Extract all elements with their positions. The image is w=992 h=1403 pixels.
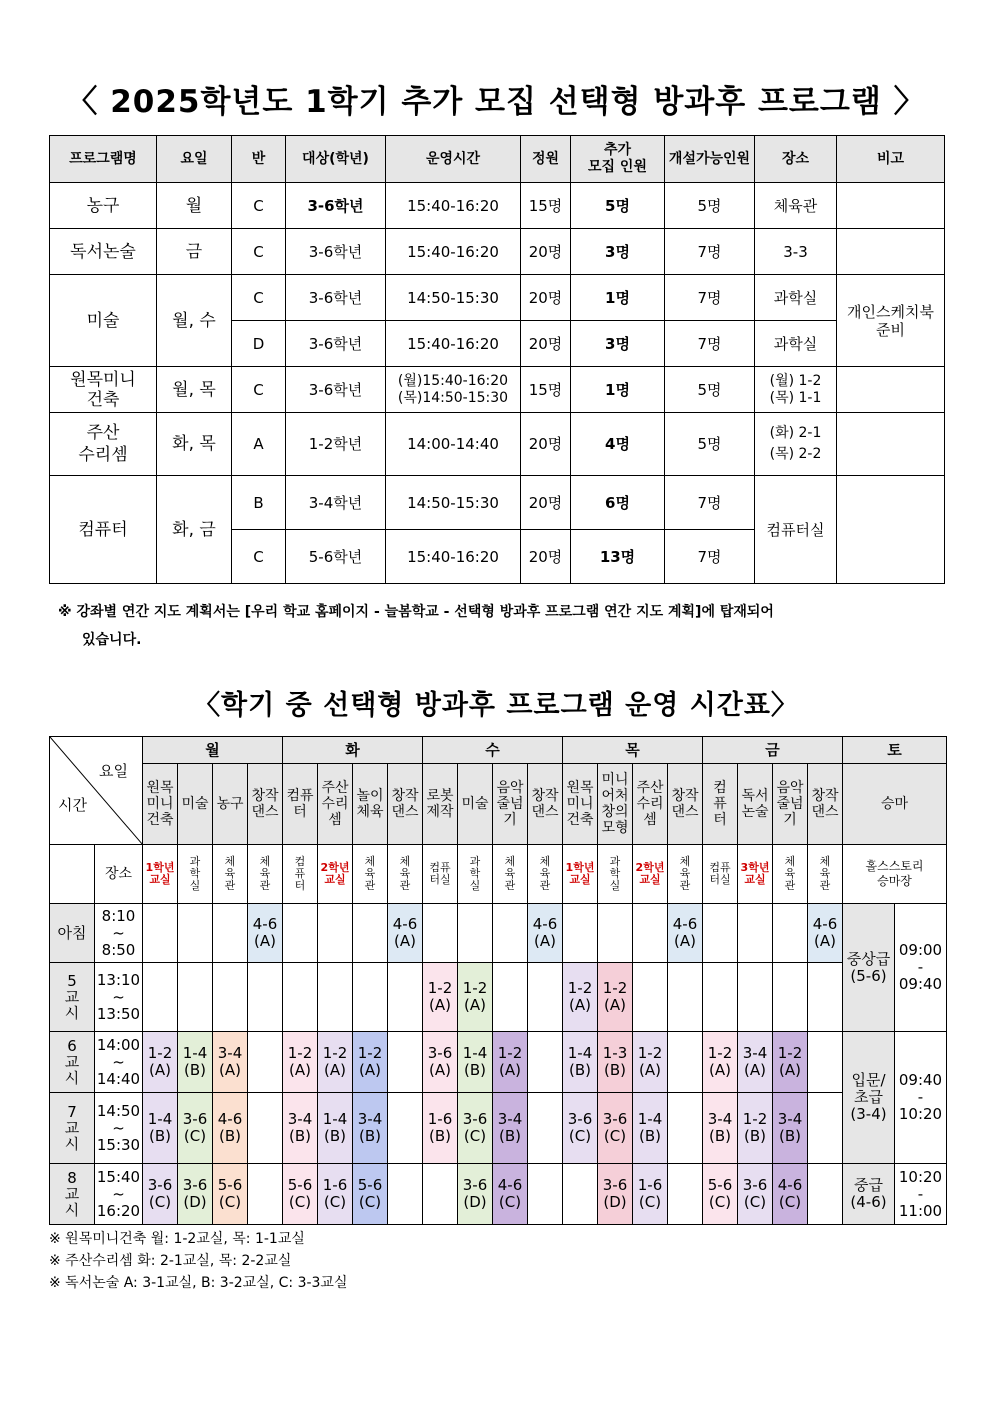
sat-time: 09:00 - 09:40 bbox=[895, 904, 947, 1032]
program-place: 과학실 bbox=[755, 321, 837, 367]
program-capacity: 20명 bbox=[521, 275, 571, 321]
program-place: 체 육 관 bbox=[773, 845, 808, 904]
program-header: 독서 논술 bbox=[738, 764, 773, 845]
schedule-cell: 4-6 (A) bbox=[528, 904, 563, 963]
schedule-cell: 4-6 (C) bbox=[493, 1164, 528, 1225]
schedule-cell: 1-2 (A) bbox=[598, 963, 633, 1032]
schedule-cell: 1-4 (B) bbox=[318, 1093, 353, 1164]
schedule-cell bbox=[423, 1164, 458, 1225]
program-day: 월, 수 bbox=[157, 275, 232, 367]
program-note: 개인스케치북 준비 bbox=[837, 275, 945, 367]
program-header: 미술 bbox=[178, 764, 213, 845]
program-additional: 1명 bbox=[571, 275, 665, 321]
header-time: 운영시간 bbox=[386, 136, 521, 183]
schedule-table bbox=[49, 736, 947, 1225]
day-thu: 목 bbox=[563, 737, 703, 764]
note-line: ※ 독서논술 A: 3-1교실, B: 3-2교실, C: 3-3교실 bbox=[49, 1275, 348, 1291]
schedule-cell bbox=[773, 904, 808, 963]
header-note: 비고 bbox=[837, 136, 945, 183]
program-name: 독서논술 bbox=[50, 229, 157, 275]
sat-level: 중상급 (5-6) bbox=[843, 904, 895, 1032]
schedule-cell bbox=[213, 904, 248, 963]
schedule-cell bbox=[213, 963, 248, 1032]
program-place: 과 학 실 bbox=[178, 845, 213, 904]
header-place: 장소 bbox=[755, 136, 837, 183]
schedule-cell: 1-2 (A) bbox=[493, 1032, 528, 1093]
program-header: 농구 bbox=[213, 764, 248, 845]
schedule-cell: 4-6 (A) bbox=[668, 904, 703, 963]
program-place: 체 육 관 bbox=[808, 845, 843, 904]
program-target: 3-6학년 bbox=[286, 183, 386, 229]
schedule-cell: 3-6 (C) bbox=[598, 1093, 633, 1164]
corner-time-label: 시간 bbox=[58, 796, 87, 814]
schedule-cell bbox=[353, 963, 388, 1032]
program-header: 원목 미니 건축 bbox=[143, 764, 178, 845]
schedule-cell: 1-4 (B) bbox=[563, 1032, 598, 1093]
schedule-cell: 3-4 (B) bbox=[283, 1093, 318, 1164]
slot-label: 6 교 시 bbox=[50, 1032, 95, 1093]
schedule-cell bbox=[808, 1164, 843, 1225]
program-class: C bbox=[232, 275, 286, 321]
corner-cell bbox=[50, 737, 143, 845]
schedule-cell bbox=[493, 963, 528, 1032]
place-label: 장소 bbox=[95, 845, 143, 904]
schedule-cell: 4-6 (C) bbox=[773, 1164, 808, 1225]
schedule-row bbox=[50, 963, 947, 1032]
program-place: 체 육 관 bbox=[213, 845, 248, 904]
program-header: 창작 댄스 bbox=[248, 764, 283, 845]
program-header: 컴퓨 터 bbox=[283, 764, 318, 845]
schedule-cell: 3-6 (D) bbox=[458, 1164, 493, 1225]
program-name: 미술 bbox=[50, 275, 157, 367]
schedule-cell: 5-6 (C) bbox=[213, 1164, 248, 1225]
program-header: 미술 bbox=[458, 764, 493, 845]
schedule-cell: 5-6 (C) bbox=[353, 1164, 388, 1225]
schedule-cell: 1-2 (A) bbox=[353, 1032, 388, 1093]
note-annual-plan bbox=[58, 598, 948, 654]
program-header: 놀이 체육 bbox=[353, 764, 388, 845]
slot-time: 14:00 ~ 14:40 bbox=[95, 1032, 143, 1093]
program-additional: 5명 bbox=[571, 183, 665, 229]
program-time: 14:50-15:30 bbox=[386, 275, 521, 321]
program-capacity: 20명 bbox=[521, 321, 571, 367]
program-place: 2학년 교실 bbox=[633, 845, 668, 904]
program-class: C bbox=[232, 183, 286, 229]
program-class: B bbox=[232, 476, 286, 530]
schedule-cell bbox=[248, 1093, 283, 1164]
schedule-cell bbox=[668, 1164, 703, 1225]
program-class: A bbox=[232, 413, 286, 476]
schedule-title: 〈학기 중 선택형 방과후 프로그램 운영 시간표〉 bbox=[193, 690, 799, 721]
schedule-cell: 1-2 (A) bbox=[423, 963, 458, 1032]
slot-label: 5 교 시 bbox=[50, 963, 95, 1032]
schedule-cell: 1-2 (A) bbox=[633, 1032, 668, 1093]
schedule-cell: 3-6 (C) bbox=[458, 1093, 493, 1164]
schedule-cell bbox=[633, 904, 668, 963]
program-target: 3-6학년 bbox=[286, 321, 386, 367]
schedule-cell: 3-6 (D) bbox=[178, 1164, 213, 1225]
slot-time: 14:50 ~ 15:30 bbox=[95, 1093, 143, 1164]
slot-time: 13:10 ~ 13:50 bbox=[95, 963, 143, 1032]
program-target: 1-2학년 bbox=[286, 413, 386, 476]
program-header: 로봇 제작 bbox=[423, 764, 458, 845]
schedule-cell: 1-2 (A) bbox=[773, 1032, 808, 1093]
header-class: 반 bbox=[232, 136, 286, 183]
schedule-cell: 3-4 (B) bbox=[493, 1093, 528, 1164]
program-time: 15:40-16:20 bbox=[386, 183, 521, 229]
schedule-cell: 1-6 (C) bbox=[318, 1164, 353, 1225]
schedule-cell bbox=[703, 963, 738, 1032]
schedule-cell bbox=[668, 1093, 703, 1164]
schedule-cell: 3-6 (C) bbox=[563, 1093, 598, 1164]
program-additional: 3명 bbox=[571, 321, 665, 367]
program-additional: 6명 bbox=[571, 476, 665, 530]
slot-time: 8:10 ~ 8:50 bbox=[95, 904, 143, 963]
day-fri: 금 bbox=[703, 737, 843, 764]
schedule-cell: 3-6 (C) bbox=[143, 1164, 178, 1225]
program-minimum: 7명 bbox=[665, 476, 755, 530]
program-minimum: 7명 bbox=[665, 321, 755, 367]
recruitment-table bbox=[49, 135, 945, 584]
program-additional: 3명 bbox=[571, 229, 665, 275]
schedule-cell: 3-4 (B) bbox=[703, 1093, 738, 1164]
table-row bbox=[50, 183, 945, 229]
program-place: 과 학 실 bbox=[598, 845, 633, 904]
program-place: 3-3 bbox=[755, 229, 837, 275]
program-name: 원목미니 건축 bbox=[50, 367, 157, 413]
program-capacity: 15명 bbox=[521, 367, 571, 413]
program-note bbox=[837, 183, 945, 229]
schedule-cell bbox=[178, 904, 213, 963]
program-minimum: 7명 bbox=[665, 530, 755, 584]
sat-time: 09:40 - 10:20 bbox=[895, 1032, 947, 1164]
program-row bbox=[50, 764, 947, 845]
schedule-cell bbox=[178, 963, 213, 1032]
sat-level: 중급 (4-6) bbox=[843, 1164, 895, 1225]
schedule-cell: 3-4 (B) bbox=[353, 1093, 388, 1164]
program-note bbox=[837, 367, 945, 413]
program-day: 금 bbox=[157, 229, 232, 275]
schedule-cell: 1-2 (A) bbox=[318, 1032, 353, 1093]
table-row bbox=[50, 229, 945, 275]
schedule-cell bbox=[598, 904, 633, 963]
program-place: 체 육 관 bbox=[388, 845, 423, 904]
schedule-notes bbox=[49, 1228, 347, 1294]
schedule-cell bbox=[808, 963, 843, 1032]
program-header: 음악 줄넘 기 bbox=[773, 764, 808, 845]
program-header: 창작 댄스 bbox=[528, 764, 563, 845]
program-minimum: 5명 bbox=[665, 413, 755, 476]
sat-time: 10:20 - 11:00 bbox=[895, 1164, 947, 1225]
page-title: 〈 2025학년도 1학기 추가 모집 선택형 방과후 프로그램 〉 bbox=[66, 84, 926, 120]
program-place: 3학년 교실 bbox=[738, 845, 773, 904]
schedule-cell: 1-2 (A) bbox=[458, 963, 493, 1032]
program-time: (월)15:40-16:20 (목)14:50-15:30 bbox=[386, 367, 521, 413]
sat-program: 승마 bbox=[843, 764, 947, 845]
slot-label: 아침 bbox=[50, 904, 95, 963]
slot-label: 7 교 시 bbox=[50, 1093, 95, 1164]
sat-place: 홀스스토리 승마장 bbox=[843, 845, 947, 904]
program-day: 월, 목 bbox=[157, 367, 232, 413]
program-time: 14:00-14:40 bbox=[386, 413, 521, 476]
schedule-cell: 1-4 (B) bbox=[458, 1032, 493, 1093]
program-day: 화, 목 bbox=[157, 413, 232, 476]
program-name: 컴퓨터 bbox=[50, 476, 157, 584]
program-header: 창작 댄스 bbox=[388, 764, 423, 845]
program-place: 컴퓨 터실 bbox=[423, 845, 458, 904]
program-class: C bbox=[232, 229, 286, 275]
schedule-cell bbox=[248, 1164, 283, 1225]
schedule-cell bbox=[563, 1164, 598, 1225]
day-mon: 월 bbox=[143, 737, 283, 764]
note-line: ※ 원목미니건축 월: 1-2교실, 목: 1-1교실 bbox=[49, 1231, 305, 1247]
schedule-cell bbox=[388, 1093, 423, 1164]
schedule-cell bbox=[318, 904, 353, 963]
program-minimum: 7명 bbox=[665, 275, 755, 321]
table-row bbox=[50, 275, 945, 321]
program-place: (화) 2-1 (목) 2-2 bbox=[755, 413, 837, 476]
program-header: 창작 댄스 bbox=[668, 764, 703, 845]
schedule-cell: 3-4 (A) bbox=[738, 1032, 773, 1093]
program-place: 1학년 교실 bbox=[143, 845, 178, 904]
program-capacity: 20명 bbox=[521, 229, 571, 275]
program-place: 체 육 관 bbox=[668, 845, 703, 904]
program-class: D bbox=[232, 321, 286, 367]
schedule-cell: 3-4 (B) bbox=[773, 1093, 808, 1164]
schedule-cell bbox=[283, 904, 318, 963]
schedule-cell: 4-6 (A) bbox=[808, 904, 843, 963]
program-minimum: 5명 bbox=[665, 367, 755, 413]
program-place: 과 학 실 bbox=[458, 845, 493, 904]
header-day: 요일 bbox=[157, 136, 232, 183]
program-header: 주산 수리 셈 bbox=[633, 764, 668, 845]
schedule-cell: 1-2 (A) bbox=[563, 963, 598, 1032]
program-place: 과학실 bbox=[755, 275, 837, 321]
schedule-row bbox=[50, 904, 947, 963]
program-header: 미니 어처 창의 모형 bbox=[598, 764, 633, 845]
table1-header-row bbox=[50, 136, 945, 183]
program-place: 컴퓨터실 bbox=[755, 476, 837, 584]
program-note bbox=[837, 229, 945, 275]
day-row bbox=[50, 737, 947, 764]
schedule-cell bbox=[808, 1032, 843, 1093]
program-time: 15:40-16:20 bbox=[386, 530, 521, 584]
table-row bbox=[50, 476, 945, 530]
schedule-cell bbox=[353, 904, 388, 963]
program-place: 체육관 bbox=[755, 183, 837, 229]
day-sat: 토 bbox=[843, 737, 947, 764]
schedule-cell bbox=[738, 963, 773, 1032]
schedule-cell: 4-6 (A) bbox=[388, 904, 423, 963]
program-time: 15:40-16:20 bbox=[386, 321, 521, 367]
place-row bbox=[50, 845, 947, 904]
schedule-cell bbox=[283, 963, 318, 1032]
program-time: 15:40-16:20 bbox=[386, 229, 521, 275]
slot-time: 15:40 ~ 16:20 bbox=[95, 1164, 143, 1225]
program-place: 컴 퓨 터 bbox=[283, 845, 318, 904]
program-header: 주산 수리 셈 bbox=[318, 764, 353, 845]
program-place: 체 육 관 bbox=[528, 845, 563, 904]
schedule-cell bbox=[738, 904, 773, 963]
header-additional: 추가 모집 인원 bbox=[571, 136, 665, 183]
program-note bbox=[837, 413, 945, 476]
program-capacity: 20명 bbox=[521, 476, 571, 530]
schedule-cell: 5-6 (C) bbox=[703, 1164, 738, 1225]
corner-diagonal bbox=[50, 737, 143, 845]
note-line: ※ 강좌별 연간 지도 계획서는 [우리 학교 홈페이지 - 늘봄학교 - 선택형 방과후 프로그램 연간 지도 계획]에 탑재되어 bbox=[58, 604, 774, 620]
program-place: 체 육 관 bbox=[493, 845, 528, 904]
table-row bbox=[50, 413, 945, 476]
schedule-cell: 3-6 (C) bbox=[738, 1164, 773, 1225]
schedule-cell: 3-6 (C) bbox=[178, 1093, 213, 1164]
schedule-cell: 1-2 (B) bbox=[738, 1093, 773, 1164]
day-wed: 수 bbox=[423, 737, 563, 764]
program-time: 14:50-15:30 bbox=[386, 476, 521, 530]
schedule-cell bbox=[668, 1032, 703, 1093]
schedule-cell: 1-4 (B) bbox=[633, 1093, 668, 1164]
place-blank bbox=[50, 845, 95, 904]
program-target: 3-6학년 bbox=[286, 367, 386, 413]
program-place: (월) 1-2 (목) 1-1 bbox=[755, 367, 837, 413]
schedule-cell: 4-6 (B) bbox=[213, 1093, 248, 1164]
program-place: 컴퓨 터실 bbox=[703, 845, 738, 904]
program-target: 3-6학년 bbox=[286, 275, 386, 321]
schedule-cell bbox=[528, 1093, 563, 1164]
schedule-cell bbox=[528, 1164, 563, 1225]
note-line bbox=[58, 626, 948, 654]
schedule-cell bbox=[248, 1032, 283, 1093]
schedule-cell: 1-4 (B) bbox=[143, 1093, 178, 1164]
schedule-cell: 5-6 (C) bbox=[283, 1164, 318, 1225]
program-target: 5-6학년 bbox=[286, 530, 386, 584]
schedule-cell bbox=[423, 904, 458, 963]
schedule-cell bbox=[143, 904, 178, 963]
corner-day-label: 요일 bbox=[99, 762, 128, 780]
program-target: 3-6학년 bbox=[286, 229, 386, 275]
schedule-cell bbox=[143, 963, 178, 1032]
schedule-cell: 1-6 (B) bbox=[423, 1093, 458, 1164]
schedule-cell bbox=[388, 1164, 423, 1225]
schedule-cell: 1-2 (A) bbox=[143, 1032, 178, 1093]
program-minimum: 5명 bbox=[665, 183, 755, 229]
program-place: 1학년 교실 bbox=[563, 845, 598, 904]
program-additional: 13명 bbox=[571, 530, 665, 584]
schedule-cell bbox=[528, 1032, 563, 1093]
program-capacity: 15명 bbox=[521, 183, 571, 229]
program-additional: 1명 bbox=[571, 367, 665, 413]
program-header: 컴 퓨 터 bbox=[703, 764, 738, 845]
program-class: C bbox=[232, 367, 286, 413]
program-capacity: 20명 bbox=[521, 530, 571, 584]
program-day: 월 bbox=[157, 183, 232, 229]
schedule-cell bbox=[493, 904, 528, 963]
header-target: 대상(학년) bbox=[286, 136, 386, 183]
schedule-cell bbox=[563, 904, 598, 963]
schedule-cell bbox=[528, 963, 563, 1032]
schedule-cell bbox=[808, 1093, 843, 1164]
schedule-cell bbox=[633, 963, 668, 1032]
table-row bbox=[50, 367, 945, 413]
schedule-row bbox=[50, 1032, 947, 1093]
schedule-cell bbox=[318, 963, 353, 1032]
schedule-cell bbox=[458, 904, 493, 963]
schedule-cell: 3-4 (A) bbox=[213, 1032, 248, 1093]
schedule-cell: 3-6 (D) bbox=[598, 1164, 633, 1225]
program-minimum: 7명 bbox=[665, 229, 755, 275]
program-additional: 4명 bbox=[571, 413, 665, 476]
day-tue: 화 bbox=[283, 737, 423, 764]
program-name: 농구 bbox=[50, 183, 157, 229]
schedule-cell bbox=[388, 963, 423, 1032]
schedule-cell bbox=[668, 963, 703, 1032]
header-capacity: 정원 bbox=[521, 136, 571, 183]
schedule-row bbox=[50, 1164, 947, 1225]
program-place: 체 육 관 bbox=[353, 845, 388, 904]
program-target: 3-4학년 bbox=[286, 476, 386, 530]
slot-label: 8 교 시 bbox=[50, 1164, 95, 1225]
schedule-row bbox=[50, 1093, 947, 1164]
program-capacity: 20명 bbox=[521, 413, 571, 476]
schedule-cell bbox=[773, 963, 808, 1032]
schedule-cell bbox=[703, 904, 738, 963]
schedule-cell: 1-3 (B) bbox=[598, 1032, 633, 1093]
program-day: 화, 금 bbox=[157, 476, 232, 584]
sat-level: 입문/ 초급 (3-4) bbox=[843, 1032, 895, 1164]
program-place: 2학년 교실 bbox=[318, 845, 353, 904]
schedule-cell: 1-2 (A) bbox=[703, 1032, 738, 1093]
header-program: 프로그램명 bbox=[50, 136, 157, 183]
program-place: 체 육 관 bbox=[248, 845, 283, 904]
program-header: 원목 미니 건축 bbox=[563, 764, 598, 845]
schedule-cell: 1-2 (A) bbox=[283, 1032, 318, 1093]
program-header: 음악 줄넘 기 bbox=[493, 764, 528, 845]
note-line-text: 있습니다. bbox=[82, 632, 142, 648]
schedule-cell: 4-6 (A) bbox=[248, 904, 283, 963]
schedule-cell bbox=[388, 1032, 423, 1093]
schedule-cell: 1-4 (B) bbox=[178, 1032, 213, 1093]
program-header: 창작 댄스 bbox=[808, 764, 843, 845]
schedule-cell: 1-6 (C) bbox=[633, 1164, 668, 1225]
program-note bbox=[837, 476, 945, 584]
header-minimum: 개설가능인원 bbox=[665, 136, 755, 183]
note-line: ※ 주산수리셈 화: 2-1교실, 목: 2-2교실 bbox=[49, 1253, 292, 1269]
program-name: 주산 수리셈 bbox=[50, 413, 157, 476]
program-class: C bbox=[232, 530, 286, 584]
schedule-cell: 3-6 (A) bbox=[423, 1032, 458, 1093]
schedule-cell bbox=[248, 963, 283, 1032]
